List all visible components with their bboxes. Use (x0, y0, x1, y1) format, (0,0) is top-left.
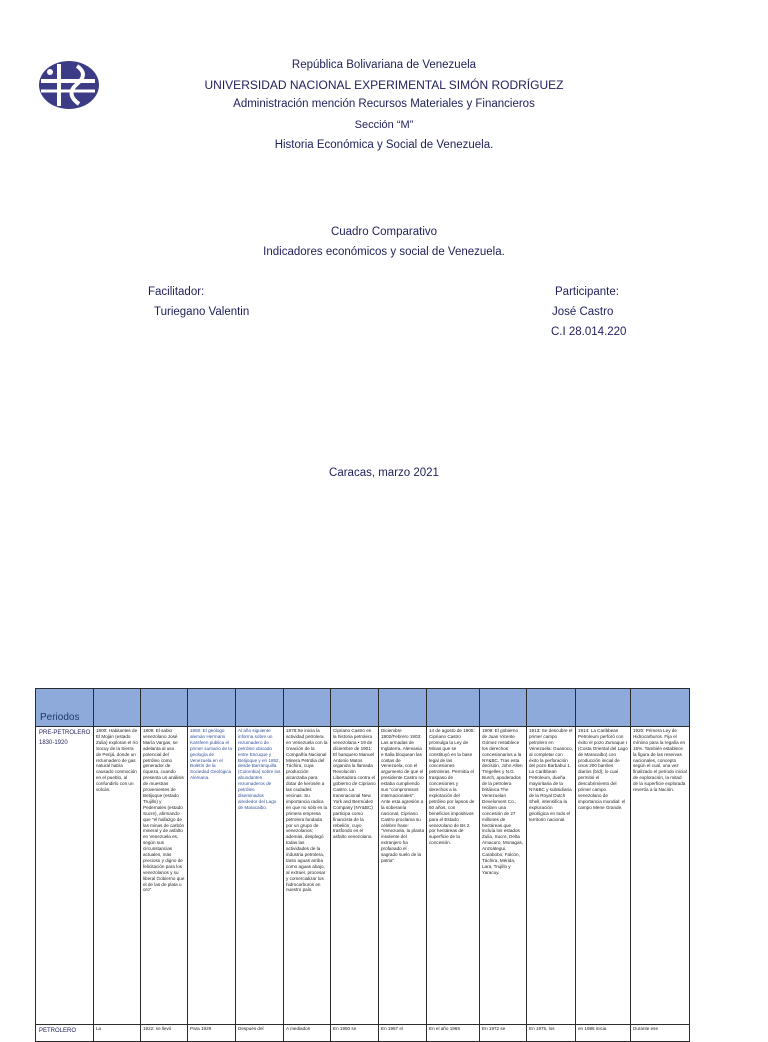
header-line-university: UNIVERSIDAD NACIONAL EXPERIMENTAL SIMÓN RODRÍGUEZ (204, 78, 564, 92)
document-title: Cuadro Comparativo (330, 226, 438, 238)
header-cell (480, 689, 527, 727)
table-cell: 1922: se llevó (141, 1025, 188, 1042)
table-cell: En 1975, los (527, 1025, 576, 1042)
period-pre-petrolero: PRE-PETROLERO 1830-1920 (36, 727, 94, 1025)
header-cell (631, 689, 690, 727)
table-row-petrolero (36, 1025, 690, 1042)
header-cell (141, 689, 188, 727)
table-cell: Durante ese (631, 1025, 690, 1042)
table-cell: 1878:Se inicia la actividad petrolera en Venezuela con la creación de la Compañía Nacional Minera Petrolia del Táchira, cuya producción alcanzaba para dotar de kerosén a las ciudades vecinas. Su importancia radica en que no sólo es la primera empresa petrolera fundada por un grupo de venezolanos; además, desplegó todas las actividades de la industria petrolera, tanto aguas arriba como aguas abajo, al extraer, procesar y comercializar los hidrocarburos en nuestro país. (284, 727, 331, 1025)
header-cell (427, 689, 480, 727)
table-cell: 1809: El sabio venezolano José María Vargas, se adelanta al uso potencial del petróleo como generador de riqueza, cuando presenta un análisis de muestras provenientes de Betijoque (estado Trujillo) y Pedernales (estado Sucre), afirmando que "el hallazgo de las minas de carbón mineral y de asfalto en Venezuela es, según sus circunstancias actuales, más precioso y digno de felicitación para los venezolanos y su liberal Gobierno que el de las de plata u oro". (141, 727, 188, 1025)
table-cell: Para 1929 (188, 1025, 236, 1042)
table-cell: Al año siguiente informa sobre un rezumadero de petróleo ubicado entre Escuque y Betijoque y en 1852, desde Barranquilla (Colombia) sobre los abundantes rezumaderos de petróleo diseminados alrededor del Lago de Maracaibo. (236, 727, 284, 1025)
table-cell: 1920: Primera Ley de Hidrocarburos. Fija el mínimo para la regalía en 15%. También establece la figura de las reservas nacionales, concepto según el cual, una vez finalizado el período inicial de exploración, la mitad de la superficie explorada revertía a la Nación. (631, 727, 690, 1025)
table-cell: En el año 1969 (427, 1025, 480, 1042)
table-cell: 1913: Se descubre el primer campo petrolero en Venezuela: Guanoco, al completar con éxito la perforación del pozo Barbabui 1. La Caribbean Petroleum, dueña mayoritaria de la NY&BC y subsidiaria de la Royal Dutch Shell, intensifica la exploración geológica en todo el territorio nacional. (527, 727, 576, 1025)
place-date: Caracas, marzo 2021 (329, 467, 439, 479)
table-row-pre-petrolero (36, 727, 690, 1025)
header-cell (379, 689, 427, 727)
table-cell: En 1950 se (331, 1025, 379, 1042)
header-line-republica: República Bolivariana de Venezuela (291, 59, 477, 71)
document-subtitle: Indicadores económicos y social de Venezuela. (263, 246, 505, 258)
table-cell: Después del (236, 1025, 284, 1042)
facilitator-name: Turiegano Valentin (154, 306, 250, 318)
table-cell: En 1972 se (480, 1025, 527, 1042)
period-petrolero: PETROLERO (36, 1025, 94, 1042)
header-line-program: Administración mención Recursos Materiales y Financieros (233, 98, 535, 110)
participant-name: José Castro (552, 306, 614, 318)
header-line-section: Sección “M” (354, 119, 414, 131)
table-cell: en 1986 inicia (576, 1025, 631, 1042)
table-cell: 1909: El gobierno de Juan Vicente Gómez restablece los derechos concesionarios a la NY&BC. Tras esta decisión, John Allen Tregelles y N.G. Burch, apoderados de la petrolera británica The Venezuelan Develoment Co., reciben una concesión de 27 millones de hectáreas que incluía los estados Zulia, Sucre, Delta Amacuro, Monagas, Anzoátegui, Carabobo, Falcón, Táchira, Mérida, Lara, Trujillo y Yaracuy. (480, 727, 527, 1025)
header-line-course: Historia Económica y Social de Venezuela. (274, 139, 494, 151)
table-cell: 1800: Habitantes de El Moján (estado Zulia) exploran el río Socuy de la Sierra de Perijá, donde un rezumadero de gas natural había causado conmoción en el pueblo, al confundirlo con un volcán. (94, 727, 141, 1025)
table-cell: 1914: La Caribbean Petroleum perforó con éxito el pozo Zumaque I (Costa Oriental del Lago de Maracaibo) con producción inicial de unos 200 barriles diarios (b/d); lo cual permitió el descubrimiento del primer campo venezolano de importancia mundial: el campo Mene Grande. (576, 727, 631, 1025)
table-cell: Diciembre 1902/Febrero 1903: Las armadas de Inglaterra, Alemania e Italia bloquean las costas de Venezuela, con el argumento de que el presidente Castro no estaba cumpliendo sus "compromisos internacionales". Ante esta agresión a la soberanía nacional, Cipriano Castro proclama su célebre frase: "Venezuela, la planta insolente del extranjero ha profanado el sagrado suelo de la patria". (379, 727, 427, 1025)
participant-id: C.I 28.014.220 (551, 326, 627, 338)
header-cell (527, 689, 576, 727)
header-cell (94, 689, 141, 727)
header-cell (188, 689, 236, 727)
header-cell (331, 689, 379, 727)
table-cell: A mediados (284, 1025, 331, 1042)
comparison-table (35, 688, 690, 1042)
header-cell (236, 689, 284, 727)
header-cell (576, 689, 631, 727)
table-cell: Cipriano Castro en la historia petrolera venezolana • 19 de diciembre de 1901: El banquero Manuel Antonio Matos organiza la llamada Revolución Libertadora contra el gobierno de Cipriano Castro. La transnacional New York and Bermúdez Company (NY&BC) participa como financista de la rebelión, cuyo trasfondo es el asfalto venezolano. (331, 727, 379, 1025)
participant-label: Participante: (555, 286, 619, 298)
table-header-row (36, 689, 690, 727)
header-cell (284, 689, 331, 727)
table-cell: La (94, 1025, 141, 1042)
facilitator-label: Facilitador: (148, 286, 205, 298)
table-cell: En 1967 el (379, 1025, 427, 1042)
header-periodos: Periodos (36, 689, 94, 727)
table-cell: 1850: El geólogo alemán Hermann Karsfeen publica el primer sumario de la geología de Venezuela en el Boletín de la Sociedad Geológica Alemana. (188, 727, 236, 1025)
table-cell: 14 de agosto de 1905: Cipriano Castro promulga la Ley de Minas que se constituyó en la base legal de las concesiones petroleras. Permitía el traspaso de concesiones y derechos a la explotación del petróleo por lapsos de 50 años, con beneficios impositivos para el Estado venezolano de Bs 2 por hectáreas de superficie de la concesión. (427, 727, 480, 1025)
